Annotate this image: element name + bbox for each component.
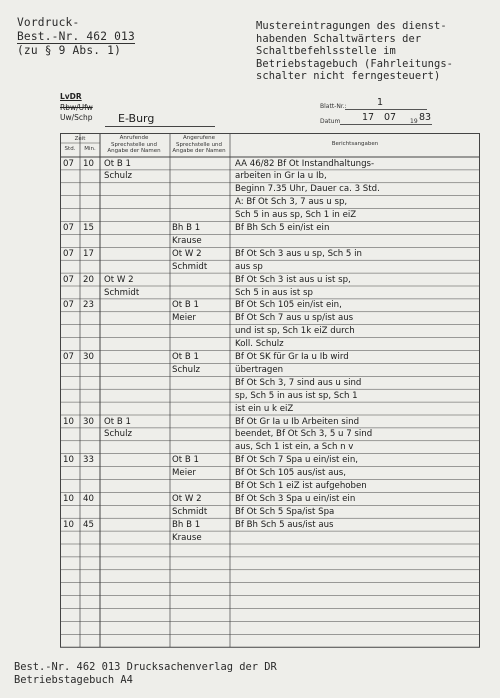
description-line: Mustereintragungen des dienst- xyxy=(256,20,447,32)
lvdr-label: LvDR xyxy=(60,92,82,101)
table-cell-std: 10 xyxy=(63,416,74,427)
description-line: schalter nicht ferngesteuert) xyxy=(256,70,441,83)
table-cell-anr: Schulz xyxy=(104,171,132,182)
table-cell-ang: Schmidt xyxy=(172,261,208,272)
table-cell-min: 45 xyxy=(83,519,94,530)
table-cell-min: 23 xyxy=(83,300,94,311)
table-cell-min: 30 xyxy=(83,352,94,362)
table-cell-ber: ist ein u k eiZ xyxy=(235,403,294,414)
location-labels xyxy=(60,92,93,124)
table-cell-ang: Bh B 1 xyxy=(172,519,201,530)
table-cell-min: 33 xyxy=(83,455,94,466)
table-cell-ber: und ist sp, Sch 1k eiZ durch xyxy=(235,326,355,337)
table-cell-anr: Ot W 2 xyxy=(104,274,134,285)
date-label: Datum xyxy=(320,118,341,125)
sheet-number-value: 1 xyxy=(377,97,384,108)
date-month: 07 xyxy=(384,112,397,123)
table-cell-ber: Bf Bh Sch 5 ein/ist ein xyxy=(235,223,330,233)
description-line: Betriebstagebuch (Fahrleitungs- xyxy=(256,57,454,70)
table-cell-ang: Meier xyxy=(172,313,196,324)
description-line: habenden Schaltwärters der xyxy=(256,32,422,45)
form-type-label: Vordruck- xyxy=(17,16,80,29)
table-cell-ber: Bf Ot Gr Ia u Ib Arbeiten sind xyxy=(235,416,360,427)
table-cell-anr: Schulz xyxy=(104,429,132,440)
table-cell-std: 10 xyxy=(63,519,74,530)
table-cell-min: 30 xyxy=(83,416,94,427)
col-header-zeit: Zeit xyxy=(74,136,86,142)
footer-title-line: Betriebstagebuch A4 xyxy=(14,674,133,686)
table-cell-ber: Bf Ot SK für Gr Ia u Ib wird xyxy=(235,352,349,362)
table-cell-ber: arbeiten in Gr Ia u Ib, xyxy=(235,171,327,182)
date-year-prefix: 19 xyxy=(410,118,418,125)
table-cell-ber: Bf Ot Sch 7 Spa u ein/ist ein, xyxy=(235,455,358,466)
table-cell-ber: Sch 5 in aus ist sp xyxy=(235,287,313,298)
uw-label: Uw/Schp xyxy=(60,113,93,122)
description-line: Schaltbefehlsstelle im xyxy=(256,45,396,58)
col-header-min: Min. xyxy=(84,146,96,152)
table-cell-ber: Bf Ot Sch 3 ist aus u ist sp, xyxy=(235,274,351,285)
document-description xyxy=(256,20,486,83)
table-cell-ber: Bf Ot Sch 105 aus/ist aus, xyxy=(235,468,346,479)
table-cell-ber: Sch 5 in aus sp, Sch 1 in eiZ xyxy=(235,210,357,221)
table-cell-ber: Bf Ot Sch 1 eiZ ist aufgehoben xyxy=(235,481,367,491)
col-header-report: Berichtsangaben xyxy=(331,141,379,147)
table-cell-ber: Bf Ot Sch 7 aus u sp/ist aus xyxy=(235,313,354,324)
col-header-called: Angerufene Sprechstelle und Angabe der Namen xyxy=(172,135,226,154)
table-cell-ang: Bh B 1 xyxy=(172,223,201,233)
table-cell-ber: AA 46/82 Bf Ot Instandhaltungs- xyxy=(235,158,375,169)
table-cell-ber: aus, Sch 1 ist ein, a Sch n v xyxy=(235,442,354,453)
table-cell-ang: Ot B 1 xyxy=(172,300,199,311)
order-number: Best.-Nr. 462 013 xyxy=(17,30,135,43)
table-cell-ang: Krause xyxy=(172,235,202,246)
table-cell-ang: Ot W 2 xyxy=(172,248,202,259)
table-cell-ang: Krause xyxy=(172,532,202,543)
form-id-block xyxy=(17,16,135,58)
table-cell-ang: Meier xyxy=(172,468,196,479)
table-cell-ang: Ot B 1 xyxy=(172,455,199,466)
footer-order-line: Best.-Nr. 462 013 Drucksachenverlag der DR xyxy=(14,661,277,673)
table-cell-ber: aus sp xyxy=(235,261,263,272)
date-year: 83 xyxy=(419,112,432,123)
table-cell-ber: sp, Sch 5 in aus ist sp, Sch 1 xyxy=(235,390,358,401)
table-cell-std: 10 xyxy=(63,455,74,466)
sheet-number-line xyxy=(345,109,427,110)
date-line xyxy=(340,124,432,125)
rbw-label: Rbw/Ufw xyxy=(60,102,93,112)
table-cell-std: 07 xyxy=(63,352,74,362)
table-cell-ber: Koll. Schulz xyxy=(235,339,284,350)
table-cell-min: 15 xyxy=(83,223,94,233)
table-cell-ang: Ot B 1 xyxy=(172,352,199,362)
table-cell-std: 07 xyxy=(63,248,74,259)
table-cell-ber: Bf Ot Sch 5 Spa/ist Spa xyxy=(235,506,335,517)
table-cell-std: 07 xyxy=(63,274,74,285)
table-cell-std: 07 xyxy=(63,223,74,233)
table-cell-anr: Ot B 1 xyxy=(104,158,131,169)
footer xyxy=(14,661,277,687)
date-day: 17 xyxy=(362,112,375,123)
table-cell-ber: A: Bf Ot Sch 3, 7 aus u sp, xyxy=(235,197,348,208)
table-cell-ber: Bf Ot Sch 105 ein/ist ein, xyxy=(235,300,342,311)
table-cell-ber: beendet, Bf Ot Sch 3, 5 u 7 sind xyxy=(235,429,373,440)
table-cell-ber: übertragen xyxy=(235,364,284,375)
table-cell-ang: Ot W 2 xyxy=(172,493,202,504)
table-cell-std: 10 xyxy=(63,493,74,504)
table-cell-ber: Bf Ot Sch 3, 7 sind aus u sind xyxy=(235,377,362,388)
table-cell-ang: Schmidt xyxy=(172,506,208,517)
table-cell-ang: Schulz xyxy=(172,364,200,375)
col-header-std: Std. xyxy=(64,146,76,152)
paragraph-reference: (zu § 9 Abs. 1) xyxy=(17,44,122,57)
col-header-calling: Anrufende Sprechstelle und Angabe der Namen xyxy=(107,135,161,154)
table-cell-ber: Bf Ot Sch 3 Spa u ein/ist ein xyxy=(235,493,356,504)
table-cell-min: 20 xyxy=(83,274,94,285)
location-value: E-Burg xyxy=(118,112,155,125)
table-cell-min: 10 xyxy=(83,158,94,169)
table-cell-anr: Ot B 1 xyxy=(104,416,131,427)
table-cell-ber: Beginn 7.35 Uhr, Dauer ca. 3 Std. xyxy=(235,184,380,195)
log-table xyxy=(60,133,480,653)
table-cell-ber: Bf Ot Sch 3 aus u sp, Sch 5 in xyxy=(235,248,362,259)
table-cell-anr: Schmidt xyxy=(104,287,140,298)
table-cell-std: 07 xyxy=(63,158,74,169)
table-cell-min: 17 xyxy=(83,248,94,259)
sheet-number-label: Blatt-Nr.: xyxy=(320,103,347,110)
table-cell-ber: Bf Bh Sch 5 aus/ist aus xyxy=(235,519,334,530)
table-cell-min: 40 xyxy=(83,493,94,504)
table-cell-std: 07 xyxy=(63,300,74,311)
location-underline xyxy=(105,126,215,127)
